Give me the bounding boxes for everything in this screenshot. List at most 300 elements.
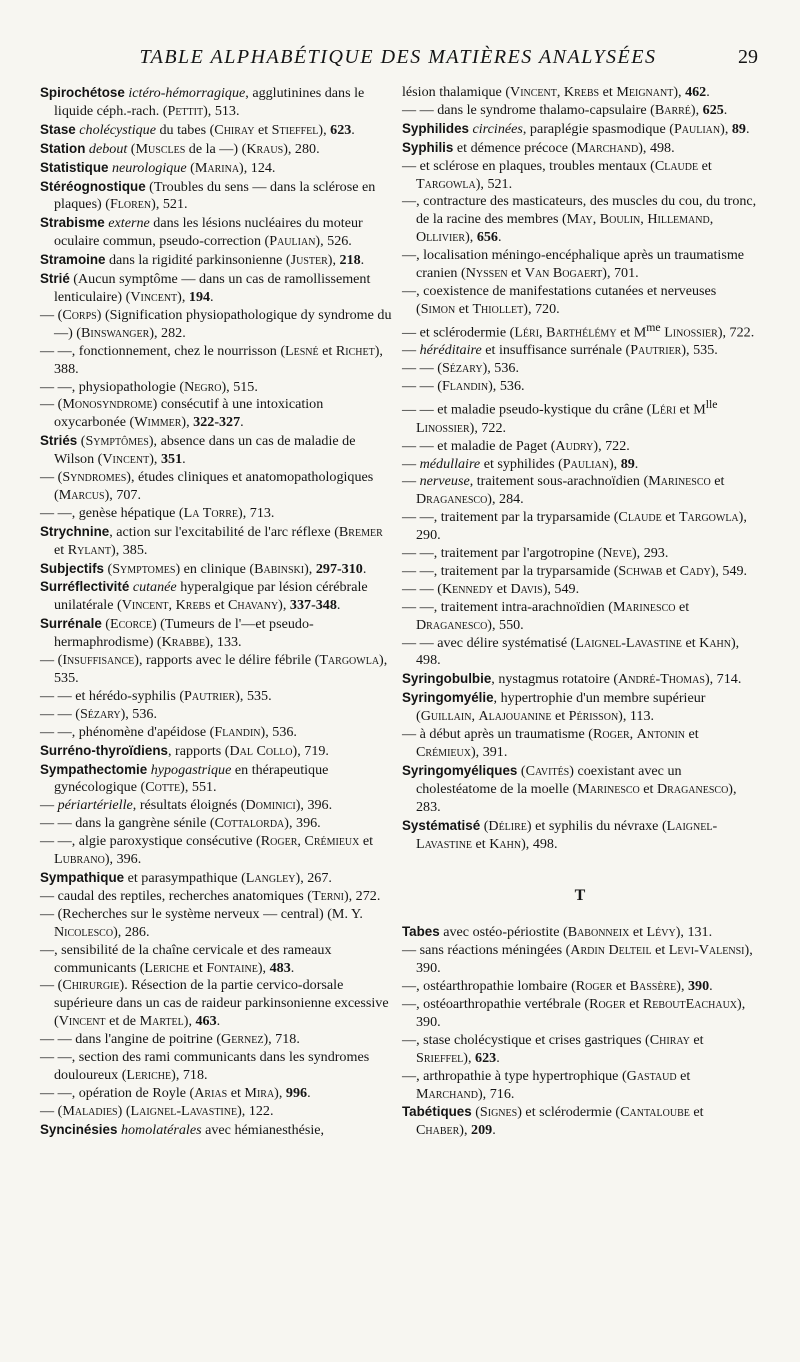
entry-text: et de: [105, 1013, 140, 1030]
index-entry: [402, 563, 758, 581]
entry-term: Subjectifs: [40, 560, 104, 576]
entry-text: ), 718.: [263, 1031, 300, 1048]
author-name: Chavany: [228, 597, 279, 614]
author-name: Paulian: [673, 120, 721, 137]
entry-term: Surréflectivité: [40, 579, 130, 595]
entry-text: ), 536.: [260, 723, 297, 740]
author-name: Périsson: [568, 708, 619, 725]
entry-text: et: [651, 942, 669, 959]
entry-text: et: [681, 634, 700, 651]
entry-text: , agglutinines dans le liquide céph.-rach. (: [54, 85, 365, 119]
index-entry: [40, 815, 396, 833]
entry-text: lésion thalamique (: [402, 84, 511, 100]
index-entry: [402, 996, 758, 1032]
entry-text: cholécystique: [79, 121, 156, 138]
author-name: Kraus: [246, 140, 284, 157]
entry-text: — —, phénomène d'apéidose (: [40, 723, 215, 740]
author-name: Léri: [651, 401, 677, 418]
index-entry: [40, 1031, 396, 1049]
author-name: Ardin Delteil: [570, 942, 652, 959]
page-reference: 390: [688, 978, 710, 995]
entry-text: ),: [177, 288, 189, 305]
entry-text: dans la rigidité parkinsonienne (: [105, 252, 291, 269]
entry-text: (Aucun symptôme — dans un cas de ramollissement lenticulaire) (: [54, 271, 371, 305]
entry-text: — —, traitement par la tryparsamide (: [402, 562, 619, 579]
index-entry: [402, 762, 758, 817]
index-entry: [40, 742, 396, 761]
entry-text: ),: [720, 120, 732, 137]
author-name: Pettit: [167, 102, 204, 119]
entry-text: — (: [40, 396, 63, 413]
index-entry: [40, 140, 396, 159]
entry-text: ), 396.: [104, 851, 142, 868]
entry-text: ), 536.: [120, 705, 157, 722]
entry-text: ), 536.: [482, 360, 519, 377]
index-entry: [40, 469, 396, 505]
entry-text: ), 498.: [416, 634, 740, 669]
entry-text: ) et syphilis du névraxe (: [526, 817, 667, 834]
index-entry: [40, 505, 396, 523]
entry-text: et parasympathique (: [124, 869, 246, 886]
entry-text: .: [351, 121, 355, 138]
entry-text: (: [186, 159, 195, 176]
entry-text: ), 720.: [523, 300, 560, 317]
index-entry: [402, 670, 758, 689]
entry-text: — (Recherches sur le système nerveux — central) (M. Y.: [40, 905, 363, 922]
author-name: Guillain: [420, 708, 472, 725]
entry-text: et: [675, 598, 690, 615]
author-name: Pautrier: [184, 687, 236, 704]
author-name: May: [566, 211, 593, 228]
entry-term: Syphilides: [402, 120, 469, 136]
author-name: Leriche: [126, 1066, 172, 1083]
entry-text: .: [216, 1013, 221, 1030]
entry-text: — —, physiopathologie (: [40, 378, 185, 395]
index-entry: [40, 578, 396, 615]
author-name: Marinesco: [577, 780, 640, 797]
entry-text: ),: [608, 455, 621, 472]
entry-text: et: [710, 473, 725, 490]
index-entry: [40, 307, 396, 343]
entry-text: — et sclérose en plaques, troubles mentaux (: [402, 157, 655, 174]
entry-text: — caudal des reptiles, recherches anatomiques (: [40, 887, 312, 904]
author-name: Alajouanine: [478, 708, 552, 725]
author-name: Marchand: [416, 1085, 478, 1102]
section-gap: [402, 853, 758, 879]
entry-text: ),: [304, 560, 316, 577]
entry-text: .: [496, 1049, 500, 1066]
entry-text: —, coexistence de manifestations cutanées et nerveuses (: [402, 282, 717, 317]
author-name: Chiray: [214, 121, 255, 138]
entry-text: .: [709, 978, 713, 995]
index-entry: [402, 396, 758, 438]
author-name: Marchand: [576, 139, 639, 156]
entry-text: ), 535.: [681, 342, 718, 359]
entry-text: et M: [676, 401, 706, 418]
entry-text: .: [492, 1122, 496, 1139]
entry-text: .: [706, 84, 710, 100]
entry-text: et: [551, 708, 569, 725]
entry-text: ), 550.: [487, 616, 524, 633]
right-column: [402, 84, 758, 1140]
entry-text: — —, genèse hépatique (: [40, 504, 184, 521]
entry-text: et: [625, 995, 643, 1012]
entry-text: , hypertrophie d'un membre supérieur (: [416, 690, 706, 725]
author-name: Linossier: [416, 419, 470, 436]
index-entry: [402, 1032, 758, 1068]
entry-text: ,: [471, 708, 479, 725]
page-reference: 297-310: [315, 560, 363, 577]
left-column: [40, 84, 396, 1140]
entry-text: — et sclérodermie (: [402, 324, 515, 341]
entry-text: —: [402, 473, 420, 490]
entry-text: ), 718.: [171, 1066, 208, 1083]
running-title: TABLE ALPHABÉTIQUE DES MATIÈRES ANALYSÉES: [139, 46, 657, 68]
index-entry: [40, 942, 396, 978]
author-name: Délire: [488, 817, 527, 834]
entry-text: , paraplégie spasmodique (: [522, 120, 674, 137]
entry-text: ), 521.: [475, 175, 513, 192]
author-name: Claude: [618, 509, 662, 526]
entry-text: ), 282.: [149, 324, 186, 341]
author-name: Antonin: [636, 726, 685, 743]
index-entry: [402, 102, 758, 120]
entry-text: et: [629, 924, 647, 941]
author-name: Syndromes: [62, 469, 127, 486]
entry-text: ) (Tumeurs de l'—et pseudo-hermaphrodisme) (: [54, 616, 314, 651]
author-name: Vincent: [130, 288, 178, 305]
author-name: Boulin: [599, 211, 641, 228]
page-reference: 351: [160, 451, 183, 468]
author-name: Roger: [575, 978, 613, 995]
index-entry: [40, 121, 396, 140]
entry-text: .: [182, 451, 186, 468]
author-name: Draganesco: [416, 616, 488, 633]
entry-text: ), 701.: [602, 265, 639, 282]
entry-text: et: [493, 580, 511, 597]
author-name: Draganesco: [657, 780, 729, 797]
author-name: Gastaud: [626, 1067, 677, 1084]
index-entry: [402, 360, 758, 378]
author-name: Cantaloube: [620, 1104, 690, 1121]
entry-term: Syncinésies: [40, 1121, 118, 1137]
entry-text: — — et maladie de Paget (: [402, 437, 556, 454]
author-name: Cady: [679, 562, 711, 579]
entry-text: et: [639, 780, 657, 797]
author-name: Vincent: [58, 1013, 106, 1030]
entry-term: Systématisé: [402, 817, 481, 833]
entry-text: ),: [465, 229, 477, 246]
entry-text: ,: [629, 726, 637, 743]
entry-text: ictéro-hémorragique: [128, 85, 246, 101]
entry-text: et: [599, 84, 617, 100]
author-name: Ecorce: [110, 616, 152, 633]
author-name: Laignel-Lavastine: [575, 634, 682, 651]
index-entry: [402, 193, 758, 247]
entry-text: .: [240, 414, 244, 431]
entry-text: ), 526.: [315, 233, 352, 250]
author-name: Hillemand: [647, 211, 710, 228]
author-name: Monosyndrome: [62, 396, 153, 413]
entry-text: ,: [592, 211, 600, 228]
page-reference: 218: [339, 252, 361, 269]
entry-text: et: [254, 121, 272, 138]
entry-text: ,: [556, 84, 564, 100]
entry-text: périartérielle: [57, 797, 133, 814]
entry-text: et: [227, 1084, 245, 1101]
entry-text: et: [661, 509, 679, 526]
entry-text: ), 716.: [477, 1085, 515, 1102]
author-name: Cottalorda: [214, 815, 285, 832]
index-entry: [402, 635, 758, 671]
entry-text: — (: [40, 1102, 63, 1119]
index-entry: [40, 84, 396, 121]
entry-text: et: [676, 1067, 691, 1084]
entry-text: circinées: [472, 120, 523, 137]
entry-text: — — dans le syndrome thalamo-capsulaire (: [402, 101, 655, 118]
page-reference: 625: [702, 101, 724, 118]
author-name: Linossier: [664, 324, 718, 341]
entry-text: — —, section des rami communicants dans les syndromes douloureux (: [40, 1049, 370, 1083]
entry-text: —, localisation méningo-encéphalique après un traumatisme cranien (: [402, 247, 745, 282]
entry-text: ),: [149, 451, 161, 468]
entry-text: lle: [705, 398, 718, 412]
entry-text: —, stase cholécystique et crises gastriques (: [402, 1031, 650, 1048]
author-name: Targowla: [416, 175, 476, 192]
entry-text: ),: [459, 1122, 472, 1139]
index-entry: [402, 378, 758, 396]
index-entry: [402, 120, 758, 139]
entry-text: et: [359, 833, 374, 850]
author-name: Richet: [335, 342, 375, 359]
entry-text: ), 267.: [295, 869, 332, 886]
index-entry: [40, 1121, 396, 1140]
author-name: Lévy: [646, 924, 676, 941]
author-name: Marinesco: [612, 598, 676, 615]
entry-text: ), rapports avec le délire fébrile (: [134, 652, 320, 669]
author-name: Claude: [654, 157, 699, 174]
entry-term: Spirochétose: [40, 85, 125, 100]
entry-term: Syphilis: [402, 139, 454, 155]
entry-text: (: [104, 560, 113, 577]
author-name: Gernez: [221, 1031, 264, 1048]
entry-text: et: [612, 978, 630, 995]
entry-text: ), 498.: [521, 835, 558, 852]
author-name: Audry: [555, 437, 594, 454]
author-name: Krabbe: [161, 634, 206, 651]
page-reference: 623: [330, 121, 352, 138]
author-name: Simon: [420, 300, 456, 317]
entry-text: neurologique: [111, 159, 187, 176]
index-entry: [402, 545, 758, 563]
entry-text: ), 283.: [416, 780, 737, 815]
entry-text: ), 714.: [704, 671, 742, 688]
author-name: La Torre: [183, 504, 239, 521]
entry-text: —, ostéarthropathie lombaire (: [402, 978, 576, 995]
entry-term: Strié: [40, 271, 70, 287]
page-reference: 996: [285, 1084, 308, 1101]
entry-text: —, sensibilité de la chaîne cervicale et des rameaux communicants (: [40, 941, 332, 976]
entry-text: ), 549.: [710, 562, 748, 579]
entry-text: .: [290, 959, 295, 976]
entry-term: Strabisme: [40, 215, 105, 231]
author-name: Thiollet: [472, 300, 524, 317]
author-name: Draganesco: [416, 491, 488, 508]
entry-text: — — dans la gangrène sénile (: [40, 815, 215, 832]
entry-text: ), 536.: [488, 378, 525, 395]
entry-text: ),: [327, 252, 340, 269]
entry-text: ),: [183, 1013, 196, 1030]
index-entry: [402, 726, 758, 762]
author-name: Levi-Valensi: [668, 942, 745, 959]
entry-text: cutanée: [132, 579, 177, 596]
author-name: Roger: [593, 726, 630, 743]
index-entry: [40, 159, 396, 178]
entry-text: ),: [278, 597, 290, 614]
entry-text: (Troubles du sens — dans la sclérose en plaques) (: [54, 178, 376, 213]
entry-text: —, ostéoarthropathie vertébrale (: [402, 995, 590, 1012]
author-name: Arias: [194, 1084, 228, 1101]
entry-term: Sympathique: [40, 869, 125, 885]
entry-text: ), 719.: [292, 742, 329, 759]
entry-text: ) (: [117, 1102, 131, 1119]
page-reference: 483: [269, 959, 291, 976]
page-reference: 89: [620, 455, 635, 472]
page-reference: 322-327: [193, 414, 241, 431]
entry-text: — sans réactions méningées (: [402, 942, 571, 959]
entry-text: ), 551.: [180, 779, 217, 796]
entry-text: ),: [463, 1049, 476, 1066]
entry-text: et syphilides (: [480, 455, 563, 472]
page-reference: 89: [731, 120, 746, 137]
entry-text: — (: [40, 652, 63, 669]
entry-text: et: [685, 726, 699, 743]
entry-term: Statistique: [40, 159, 109, 175]
entry-term: Sympathectomie: [40, 761, 148, 777]
page-reference: 209: [471, 1122, 493, 1139]
entry-text: , action sur l'excitabilité de l'arc réflexe (: [109, 523, 339, 540]
author-name: Juster: [290, 252, 328, 269]
entry-text: ), 290.: [416, 509, 747, 544]
author-name: Insuffisance: [62, 652, 135, 669]
entry-text: ,: [168, 597, 176, 614]
entry-text: ),: [274, 1084, 286, 1101]
index-entry: [40, 797, 396, 815]
author-name: Sézary: [79, 705, 121, 722]
entry-text: ) et sclérodermie (: [517, 1104, 621, 1121]
entry-text: — — (: [402, 580, 442, 597]
author-name: Babonneix: [567, 924, 630, 941]
entry-text: dans les lésions nucléaires du moteur oculaire commun, pseudo-correction (: [54, 215, 363, 250]
index-entry: [402, 923, 758, 942]
entry-text: et: [689, 1031, 704, 1048]
entry-text: , traitement sous-arachnoïdien (: [469, 473, 649, 490]
index-entry: [40, 706, 396, 724]
entry-text: — — (: [40, 705, 80, 722]
entry-text: — —, traitement par l'argotropine (: [402, 545, 603, 562]
author-name: Nyssen: [465, 265, 508, 282]
author-name: Symptômes: [85, 433, 149, 450]
entry-text: —: [40, 797, 58, 814]
entry-text: ), 131.: [675, 924, 713, 941]
entry-text: et: [54, 541, 68, 558]
index-entry: [40, 270, 396, 307]
author-name: Dal Collo: [229, 742, 293, 759]
index-entry: [402, 1068, 758, 1104]
entry-text: .: [210, 288, 214, 305]
entry-text: ), 515.: [221, 378, 258, 395]
entry-text: ),: [181, 414, 194, 431]
author-name: Davis: [510, 580, 543, 597]
entry-text: — (: [40, 469, 63, 486]
author-name: Srieffel: [416, 1049, 464, 1066]
entry-term: Surréno-thyroïdiens: [40, 742, 168, 758]
entry-text: ),: [676, 978, 688, 995]
index-entry: [40, 688, 396, 706]
index-entry: [40, 251, 396, 270]
entry-text: — —, traitement par la tryparsamide (: [402, 509, 619, 526]
entry-text: .: [307, 1084, 311, 1101]
entry-text: et M: [616, 324, 647, 341]
index-entry: [40, 761, 396, 798]
index-entry: [40, 178, 396, 215]
author-name: Bremer: [338, 523, 383, 540]
index-entry: [402, 581, 758, 599]
author-name: Flandin: [441, 378, 489, 395]
entry-text: héréditaire: [419, 342, 482, 359]
entry-text: — à début après un traumatisme (: [402, 726, 593, 743]
page-header: [0, 46, 800, 76]
entry-text: ), 396.: [284, 815, 321, 832]
entry-text: ), 113.: [618, 708, 655, 725]
index-entry: [40, 1103, 396, 1121]
author-name: Nicolesco: [54, 923, 114, 940]
author-name: Roger: [260, 833, 298, 850]
entry-text: ,: [709, 211, 714, 228]
entry-text: ), 286.: [113, 923, 150, 940]
author-name: Krebs: [175, 597, 211, 614]
entry-text: .: [634, 455, 639, 472]
author-name: Van Bogaert: [524, 265, 603, 282]
entry-text: et: [472, 835, 490, 852]
entry-text: ), 513.: [203, 102, 240, 119]
index-entry: [40, 396, 396, 432]
author-name: Cavités: [525, 762, 570, 779]
entry-text: ), 390.: [416, 942, 753, 977]
author-name: Barthélémy: [546, 324, 617, 341]
author-name: Lesné: [285, 342, 319, 359]
index-entry: [402, 942, 758, 978]
index-entry: [402, 689, 758, 726]
index-entry: [402, 456, 758, 474]
entry-text: ),: [690, 101, 703, 118]
entry-text: — —, algie paroxystique consécutive (: [40, 833, 261, 850]
author-name: Lubrano: [54, 851, 105, 868]
author-name: Paulian: [562, 455, 609, 472]
entry-text: (: [101, 616, 110, 633]
entry-text: et démence précoce (: [453, 139, 577, 156]
page-reference: 337-348: [289, 597, 337, 614]
right-column-s-entries: [402, 84, 758, 853]
entry-text: et: [189, 959, 207, 976]
author-name: Wimmer: [134, 414, 182, 431]
entry-text: et: [455, 300, 473, 317]
author-name: Binswanger: [81, 324, 150, 341]
entry-text: —: [402, 455, 420, 472]
entry-text: — —, opération de Royle (: [40, 1084, 195, 1101]
author-name: Vincent: [121, 597, 169, 614]
author-name: Maladies: [62, 1102, 118, 1119]
